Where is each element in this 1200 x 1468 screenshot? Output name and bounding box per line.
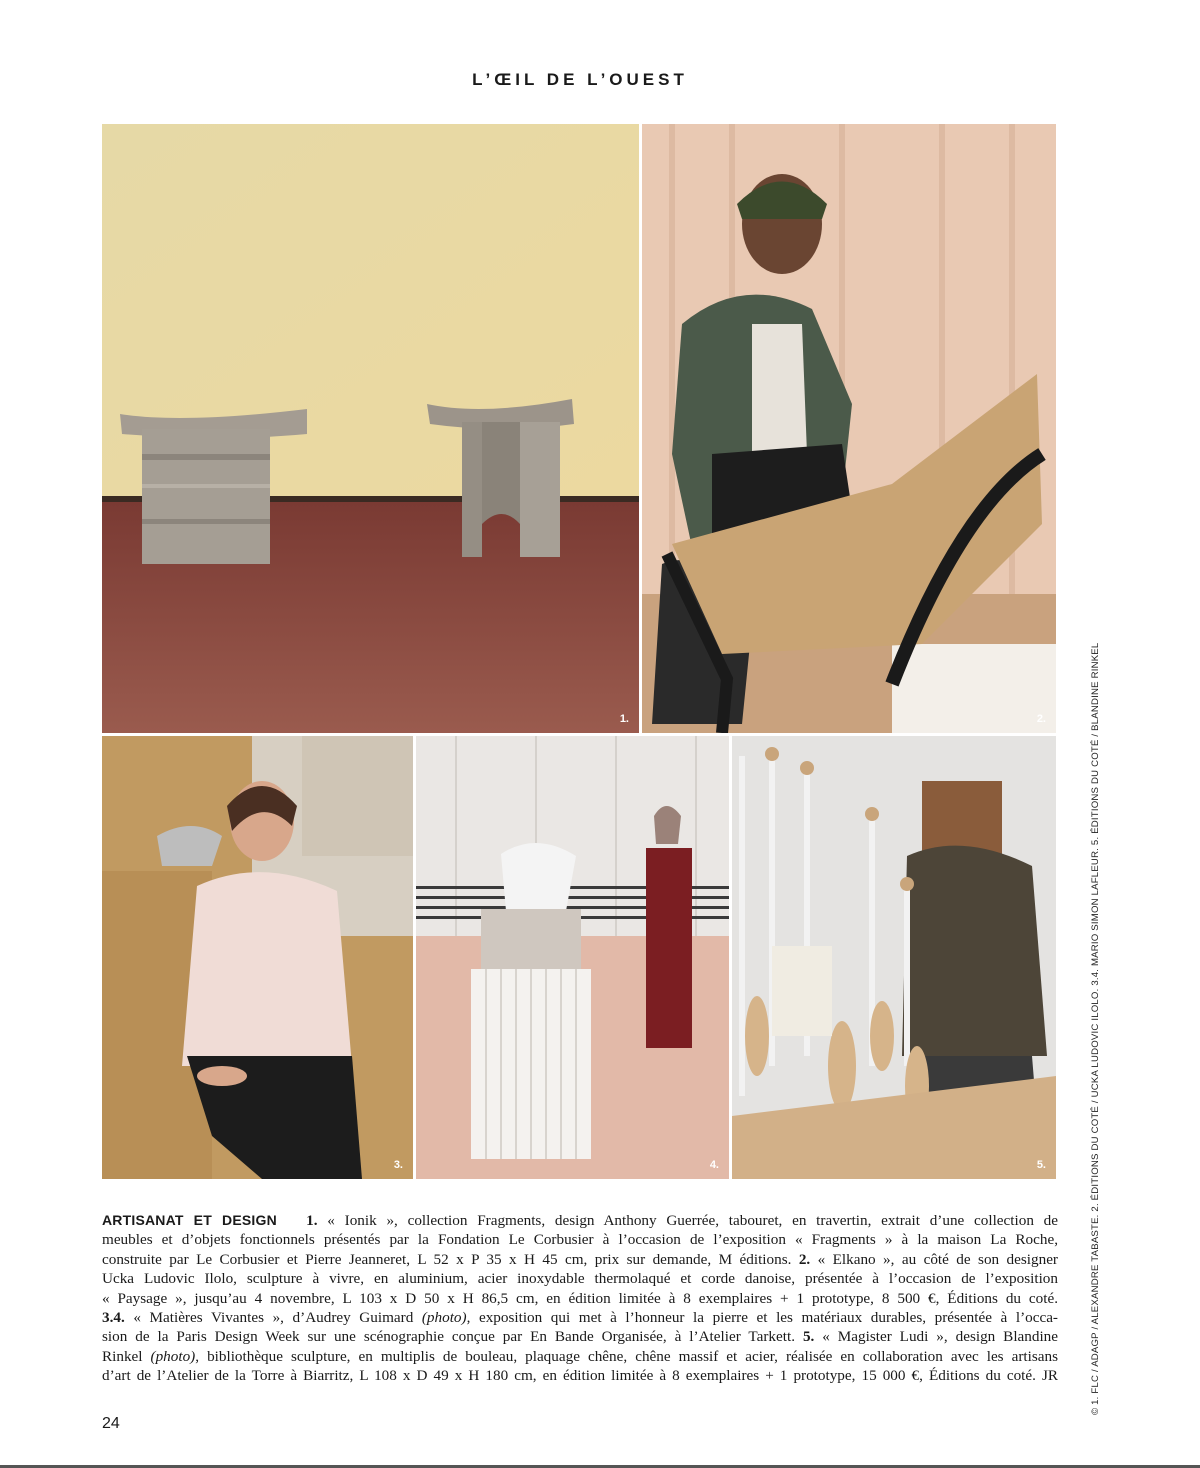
bookshelf-image: [732, 736, 1056, 1179]
caption-line: [102, 1347, 1058, 1366]
caption-section-title: ARTISANAT ET DESIGN: [102, 1212, 277, 1228]
photo-number: 3.: [393, 1159, 403, 1171]
exhibition-image: [416, 736, 729, 1179]
photo-credits: © 1. FLC / ADAGP / ALEXANDRE TABASTE. 2. ÉDITIONS DU COTÉ / UCKA LUDOVIC ILOLO. 3.4. MARIO SIMON LAFLEUR. 5. ÉDITIONS DU COTÉ / BLANDINE RINKEL: [1090, 642, 1101, 1415]
caption-text-run: , exposition qui met à l’honneur la pierre et les matériaux durables, présentée à l’occa-: [466, 1309, 1058, 1327]
caption-line: [102, 1308, 1058, 1327]
caption-italic: (photo): [421, 1309, 467, 1327]
photo-number: 5.: [1036, 1159, 1046, 1171]
caption-line: [102, 1211, 1058, 1230]
photo-5-bookshelf: [732, 736, 1056, 1179]
photo-number: 2.: [1036, 713, 1046, 725]
designer-chair-image: [642, 124, 1056, 733]
woman-seated-image: [102, 736, 413, 1179]
caption-line: « Paysage », jusqu’au 4 novembre, L 103 x D 50 x H 86,5 cm, en édition limitée à 8 exemplaires + 1 prototype, 8 500 €, Éditions du coté.: [102, 1289, 1058, 1307]
caption-line: Ucka Ludovic Ilolo, sculpture à vivre, en aluminium, acier inoxydable thermolaqué et corde danoise, présentée à l’occasion de l’exposition: [102, 1270, 1058, 1288]
page-number: 24: [102, 1415, 120, 1432]
stools-image: [102, 124, 639, 733]
caption-line: [102, 1327, 1058, 1346]
caption-text-run: construite par Le Corbusier et Pierre Jeanneret, L 52 x P 35 x H 45 cm, prix sur demande, M éditions.: [102, 1250, 792, 1268]
caption-number: 5.: [802, 1328, 815, 1346]
page-header-title: L’ŒIL DE L’OUEST: [472, 70, 688, 89]
caption-text-run: « Magister Ludi », design Blandine: [814, 1328, 1059, 1346]
caption-text: [102, 1211, 1058, 1386]
caption-text-run: « Ionik », collection Fragments, design Anthony Guerrée, tabouret, en travertin, extrait d’une collection de: [317, 1212, 1058, 1229]
photo-1-stools: [102, 124, 639, 733]
caption-number: 1.: [306, 1212, 318, 1229]
caption-line: d’art de l’Atelier de la Torre à Biarritz, L 108 x D 49 x H 180 cm, en édition limitée à 8 exemplaires + 1 prototype, 15 000 €, Éditions du coté. JR: [102, 1367, 1058, 1385]
caption-text-run: « Matières Vivantes », d’Audrey Guimard: [124, 1309, 422, 1327]
caption-text-run: sion de la Paris Design Week sur une scénographie conçue par En Bande Organisée, à l’Atelier Tarkett.: [102, 1328, 795, 1346]
caption-text-run: « Elkano », au côté de son designer: [810, 1250, 1058, 1268]
photo-2-designer-chair: [642, 124, 1056, 733]
caption-line: [102, 1250, 1058, 1269]
caption-number: 3.4.: [102, 1309, 125, 1327]
photo-4-exhibition: [416, 736, 729, 1179]
caption-number: 2.: [798, 1250, 811, 1268]
caption-text-run: , bibliothèque sculpture, en multiplis de bouleau, plaquage chêne, chêne massif et acier, réalisée en collaboration avec les artisans: [195, 1347, 1059, 1365]
caption-text-run: Rinkel: [102, 1347, 151, 1365]
photo-3-woman-seated: [102, 736, 413, 1179]
caption-italic: (photo): [150, 1347, 196, 1365]
photo-number: 4.: [709, 1159, 719, 1171]
caption-line: meubles et d’objets fonctionnels présentés par la Fondation Le Corbusier à l’occasion de l’exposition « Fragments » à la maison La Roche,: [102, 1231, 1058, 1249]
photo-number: 1.: [619, 713, 629, 725]
